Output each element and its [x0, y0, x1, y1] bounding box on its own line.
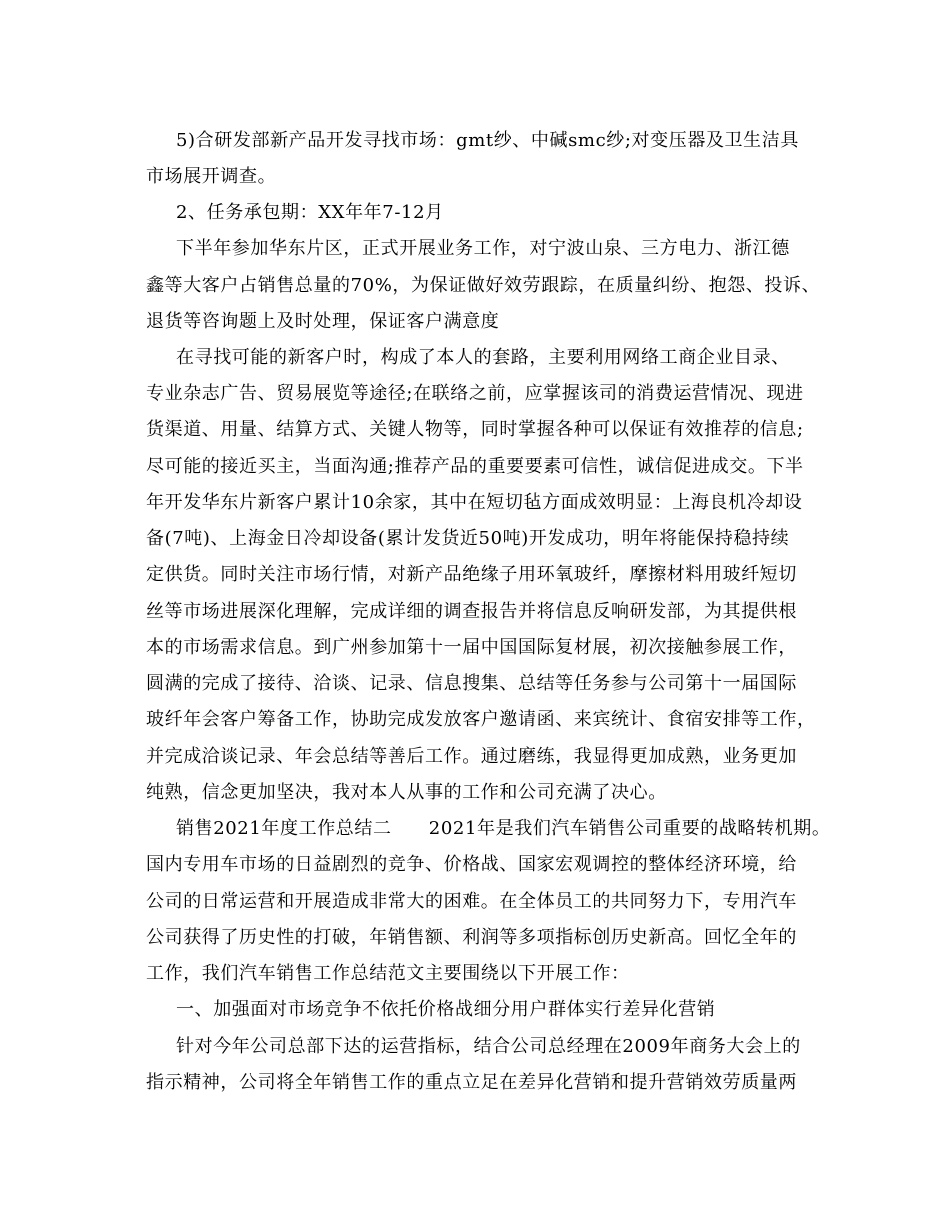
section-heading: 一、加强面对市场竞争不依托价格战细分用户群体实行差异化营销	[176, 999, 716, 1020]
text-line: 年开发华东片新客户累计10余家，其中在短切毡方面成效明显：上海良机冷却设	[146, 492, 803, 513]
text-line: 丝等市场进展深化理解，完成详细的调查报告并将信息反响研发部，为其提供根	[146, 601, 797, 622]
text-line: 鑫等大客户占销售总量的70%，为保证做好效劳跟踪，在质量纠纷、抱怨、投诉、	[146, 275, 821, 296]
text-line: 圆满的完成了接待、洽谈、记录、信息搜集、总结等任务参与公司第十一届国际	[146, 673, 797, 694]
text-line: 纯熟，信念更加坚决，我对本人从事的工作和公司充满了决心。	[146, 782, 667, 803]
section-heading: 2、任务承包期：XX年年7-12月	[176, 202, 444, 223]
text-line: 在寻找可能的新客户时，构成了本人的套路，主要利用网络工商企业目录、	[176, 347, 790, 368]
text-line: 退货等咨询题上及时处理，保证客户满意度	[146, 311, 500, 332]
text-line: 工作，我们汽车销售工作总结范文主要围绕以下开展工作：	[146, 963, 630, 984]
text-line: 市场展开调查。	[146, 166, 277, 187]
text-line: 针对今年公司总部下达的运营指标，结合公司总经理在2009年商务大会上的	[176, 1036, 801, 1057]
text-line: 公司获得了历史性的打破，年销售额、利润等多项指标创历史新高。回忆全年的	[146, 927, 797, 948]
text-line: 货渠道、用量、结算方式、关键人物等，同时掌握各种可以保证有效推荐的信息;	[146, 419, 804, 440]
text-line: 公司的日常运营和开展造成非常大的困难。在全体员工的共同努力下，专用汽车	[146, 891, 797, 912]
text-line: 指示精神，公司将全年销售工作的重点立足在差异化营销和提升营销效劳质量两	[146, 1072, 797, 1093]
text-line: 并完成洽谈记录、年会总结等善后工作。通过磨练，我显得更加成熟，业务更加	[146, 746, 797, 767]
text-line: 定供货。同时关注市场行情，对新产品绝缘子用环氧玻纤，摩擦材料用玻纤短切	[146, 564, 797, 585]
text-line: 玻纤年会客户筹备工作，协助完成发放客户邀请函、来宾统计、食宿安排等工作，	[146, 709, 816, 730]
section-heading: 销售2021年度工作总结二 2021年是我们汽车销售公司重要的战略转机期。	[176, 818, 831, 839]
text-line: 5)合研发部新产品开发寻找市场：gmt纱、中碱smc纱;对变压器及卫生洁具	[176, 130, 799, 151]
text-line: 本的市场需求信息。到广州参加第十一届中国国际复材展，初次接触参展工作，	[146, 637, 797, 658]
text-line: 专业杂志广告、贸易展览等途径;在联络之前，应掌握该司的消费运营情况、现进	[146, 383, 804, 404]
text-line: 备(7吨)、上海金日冷却设备(累计发货近50吨)开发成功，明年将能保持稳持续	[146, 528, 790, 549]
text-line: 下半年参加华东片区，正式开展业务工作，对宁波山泉、三方电力、浙江德	[176, 238, 790, 259]
text-line: 尽可能的接近买主，当面沟通;推荐产品的重要要素可信性，诚信促进成交。下半	[146, 456, 804, 477]
text-line: 国内专用车市场的日益剧烈的竞争、价格战、国家宏观调控的整体经济环境，给	[146, 854, 797, 875]
